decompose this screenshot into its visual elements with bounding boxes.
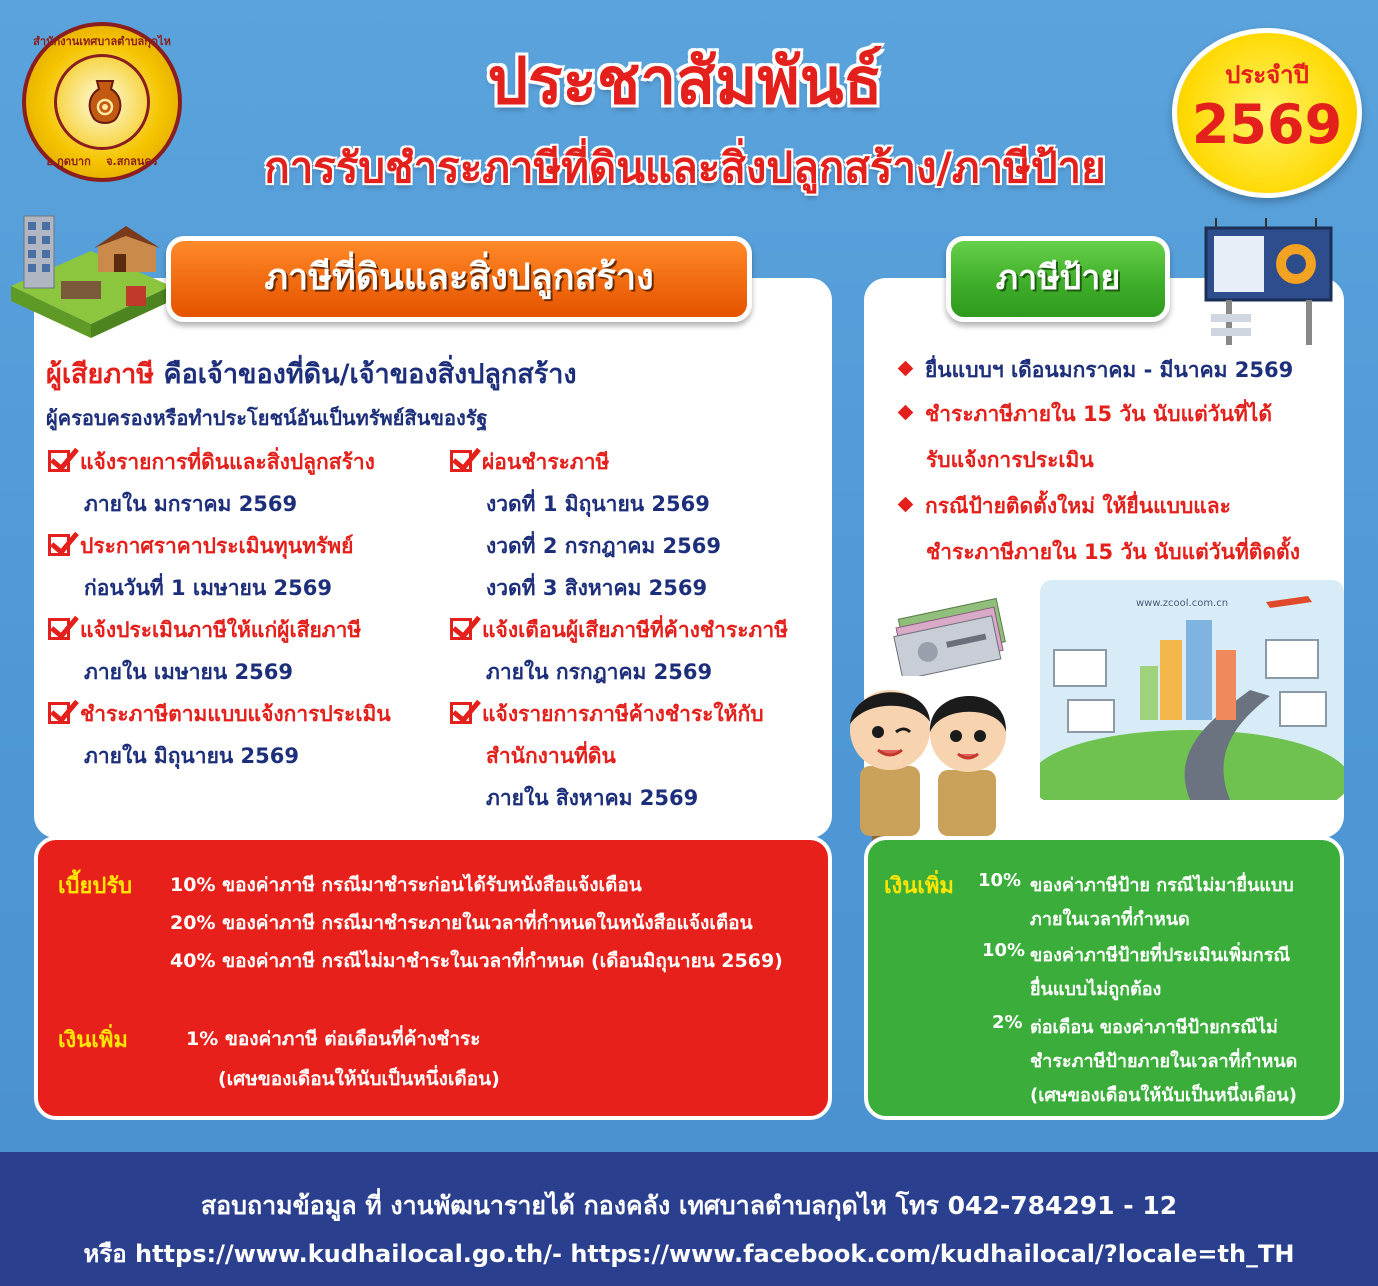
house-land-illustration <box>6 206 176 341</box>
installment-line: งวดที่ 2 กรกฎาคม 2569 <box>486 534 722 558</box>
checklist-title: แจ้งรายการที่ดินและสิ่งปลูกสร้าง <box>80 450 375 474</box>
checkbox-checked-icon <box>48 450 70 472</box>
checklist-detail: ภายใน มิถุนายน 2569 <box>84 744 299 768</box>
tab-signboard-tax: ภาษีป้าย <box>946 236 1170 322</box>
surcharge-label: เงินเพิ่ม <box>58 1028 128 1053</box>
year-badge <box>1172 28 1362 198</box>
sign-surcharge-pct: 10% <box>978 870 1022 891</box>
checklist-item-assessment-notice <box>48 614 361 647</box>
sign-surcharge-line: ชำระภาษีป้ายภายในเวลาที่กำหนด <box>1030 1051 1298 1072</box>
logo-top-text: สำนักงานเทศบาลตำบลกุดไห <box>33 35 171 48</box>
taxpayer-definition-text: คือเจ้าของที่ดิน/เจ้าของสิ่งปลูกสร้าง <box>163 359 577 390</box>
checklist-title: ประกาศราคาประเมินทุนทรัพย์ <box>80 534 354 558</box>
billboard-illustration <box>1196 208 1346 348</box>
logo-emblem <box>54 54 150 150</box>
sign-tax-bullet-payment <box>900 398 1272 431</box>
bullet-text-continued: รับแจ้งการประเมิน <box>926 448 1094 472</box>
logo-bottom-text <box>26 152 178 170</box>
checklist-item-land-listing <box>48 446 375 479</box>
checklist-detail: ภายใน เมษายน 2569 <box>84 660 293 684</box>
billboard-url-text: www.zcool.com.cn <box>1136 598 1229 609</box>
bullet-text-continued: ชำระภาษีภายใน 15 วัน นับแต่วันที่ติดตั้ง <box>926 540 1300 564</box>
pot-emblem-icon <box>87 77 123 129</box>
bullet-text: กรณีป้ายติดตั้งใหม่ ให้ยื่นแบบและ <box>925 494 1231 518</box>
bullet-text: ชำระภาษีภายใน 15 วัน นับแต่วันที่ได้ <box>925 402 1272 426</box>
footer-contact: สอบถามข้อมูล ที่ งานพัฒนารายได้ กองคลัง เทศบาลตำบลกุดไห โทร 042-784291 - 12 <box>200 1191 1178 1220</box>
sign-surcharge-line: ของค่าภาษีป้าย กรณีไม่มายื่นแบบ <box>1030 875 1294 896</box>
diamond-bullet-icon <box>898 361 914 377</box>
sign-surcharge-line: ภายในเวลาที่กำหนด <box>1030 909 1190 930</box>
checklist-item-payment <box>48 698 391 731</box>
checkbox-checked-icon <box>450 702 472 724</box>
checklist-item-appraisal <box>48 530 353 563</box>
sign-surcharge-line: ของค่าภาษีป้ายที่ประเมินเพิ่มกรณี <box>1030 945 1291 966</box>
logo-province: จ.สกลนคร <box>106 155 158 168</box>
diamond-bullet-icon <box>898 405 914 421</box>
taxpayer-label: ผู้เสียภาษี <box>46 359 155 390</box>
installment-line: งวดที่ 1 มิถุนายน 2569 <box>486 492 710 516</box>
checklist-title: ชำระภาษีตามแบบแจ้งการประเมิน <box>80 702 391 726</box>
checkbox-checked-icon <box>450 450 472 472</box>
checklist-title-continued: สำนักงานที่ดิน <box>486 744 616 768</box>
checklist-title: ผ่อนชำระภาษี <box>482 450 610 474</box>
checklist-detail: ภายใน สิงหาคม 2569 <box>486 786 699 810</box>
checklist-detail: ก่อนวันที่ 1 เมษายน 2569 <box>84 576 332 600</box>
fine-label: เบี้ยปรับ <box>58 874 133 899</box>
sign-surcharge-pct: 10% <box>982 940 1026 961</box>
checklist-title: แจ้งรายการภาษีค้างชำระให้กับ <box>482 702 764 726</box>
taxpayer-definition-line2: ผู้ครอบครองหรือทำประโยชน์อันเป็นทรัพย์สินของรัฐ <box>46 406 488 430</box>
surcharge-line: (เศษของเดือนให้นับเป็นหนึ่งเดือน) <box>218 1068 500 1090</box>
checklist-title: แจ้งประเมินภาษีให้แก่ผู้เสียภาษี <box>80 618 362 642</box>
checklist-item-overdue-reminder <box>450 614 788 647</box>
checklist-title: แจ้งเตือนผู้เสียภาษีที่ค้างชำระภาษี <box>482 618 788 642</box>
page-subtitle: การรับชำระภาษีที่ดินและสิ่งปลูกสร้าง/ภาษีป้าย <box>264 143 1106 192</box>
sign-surcharge-pct: 2% <box>992 1012 1023 1033</box>
sign-tax-bullet-filing <box>900 354 1293 387</box>
tab-land-building-tax: ภาษีที่ดินและสิ่งปลูกสร้าง <box>166 236 752 322</box>
sign-tax-bullet-new-sign <box>900 490 1231 523</box>
logo-district: อ.กุดบาก <box>46 155 91 168</box>
municipality-seal-logo <box>22 22 182 182</box>
fine-line: 20% ของค่าภาษี กรณีมาชำระภายในเวลาที่กำหนดในหนังสือแจ้งเตือน <box>170 912 753 934</box>
footer-links: หรือ https://www.kudhailocal.go.th/- https://www.facebook.com/kudhailocal/?locale=th_TH <box>83 1240 1295 1268</box>
diamond-bullet-icon <box>898 497 914 513</box>
year-label: ประจำปี <box>1225 61 1309 89</box>
checkbox-checked-icon <box>48 618 70 640</box>
sign-surcharge-line: (เศษของเดือนให้นับเป็นหนึ่งเดือน) <box>1030 1085 1297 1106</box>
year-value: 2569 <box>1191 93 1343 156</box>
checklist-detail: ภายใน กรกฎาคม 2569 <box>486 660 713 684</box>
fine-line: 40% ของค่าภาษี กรณีไม่มาชำระในเวลาที่กำหนด (เดือนมิถุนายน 2569) <box>170 950 783 972</box>
sign-surcharge-line: ยื่นแบบไม่ถูกต้อง <box>1030 979 1162 1000</box>
sign-surcharge-line: ต่อเดือน ของค่าภาษีป้ายกรณีไม่ <box>1030 1017 1278 1038</box>
checklist-detail: ภายใน มกราคม 2569 <box>84 492 298 516</box>
banknotes-illustration <box>884 586 1024 676</box>
checklist-item-land-office-report <box>450 698 764 731</box>
sign-surcharge-label: เงินเพิ่ม <box>884 874 954 899</box>
fine-line: 10% ของค่าภาษี กรณีมาชำระก่อนได้รับหนังสือแจ้งเตือน <box>170 874 642 896</box>
checkbox-checked-icon <box>450 618 472 640</box>
taxpayer-definition <box>46 352 577 395</box>
installment-line: งวดที่ 3 สิงหาคม 2569 <box>486 576 708 600</box>
page-title: ประชาสัมพันธ์ <box>487 45 883 119</box>
city-billboards-illustration <box>1040 580 1344 800</box>
surcharge-line: 1% ของค่าภาษี ต่อเดือนที่ค้างชำระ <box>186 1028 481 1050</box>
checkbox-checked-icon <box>48 534 70 556</box>
bullet-text: ยื่นแบบฯ เดือนมกราคม - มีนาคม 2569 <box>925 358 1294 382</box>
checklist-item-installment <box>450 446 609 479</box>
checkbox-checked-icon <box>48 702 70 724</box>
